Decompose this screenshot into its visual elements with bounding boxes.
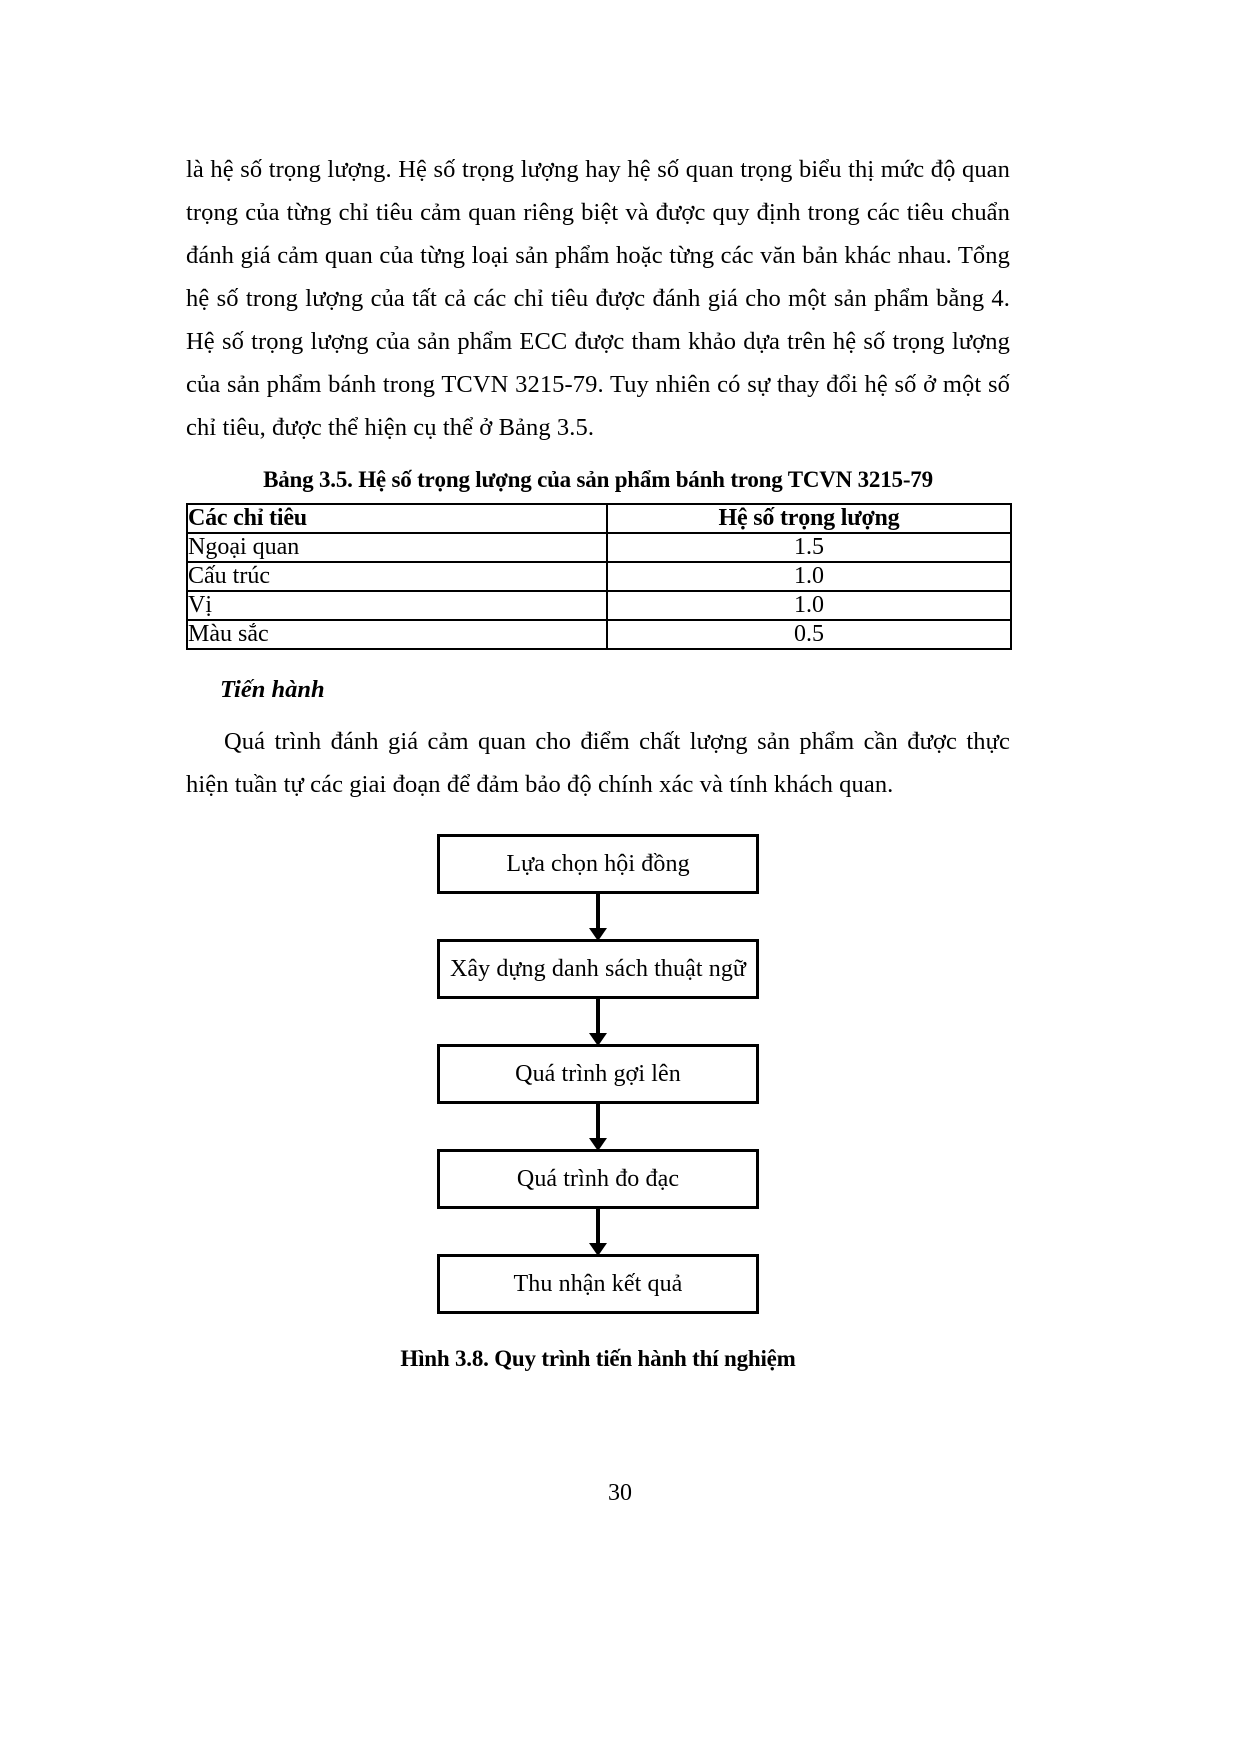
process-flowchart bbox=[186, 806, 1010, 1314]
flow-arrow-4-to-5 bbox=[186, 1209, 1010, 1254]
body-paragraph-1: là hệ số trọng lượng. Hệ số trọng lượng hay hệ số quan trọng biểu thị mức độ quan trọng của từng chỉ tiêu cảm quan riêng biệt và được quy định trong các tiêu chuẩn đánh giá cảm quan của từng loại sản phẩm hoặc từng các văn bản khác nhau. Tổng hệ số trong lượng của tất cả các chỉ tiêu được đánh giá cho một sản phẩm bằng 4. Hệ số trọng lượng của sản phẩm ECC được tham khảo dựa trên hệ số trọng lượng của sản phẩm bánh trong TCVN 3215-79. Tuy nhiên có sự thay đổi hệ số ở một số chỉ tiêu, được thể hiện cụ thể ở Bảng 3.5. bbox=[186, 156, 1010, 441]
page-number: 30 bbox=[608, 1480, 632, 1506]
table-caption: Bảng 3.5. Hệ số trọng lượng của sản phẩm bánh trong TCVN 3215-79 bbox=[263, 467, 933, 492]
arrow-down-icon bbox=[596, 999, 600, 1035]
flow-step-2 bbox=[186, 939, 1010, 999]
table-cell-weight: 0.5 bbox=[607, 620, 1011, 649]
table-cell-criterion: Ngoại quan bbox=[187, 533, 607, 562]
flow-arrow-1-to-2 bbox=[186, 894, 1010, 939]
body-paragraph-2: Quá trình đánh giá cảm quan cho điểm chất lượng sản phẩm cần được thực hiện tuần tự các giai đoạn để đảm bảo độ chính xác và tính khách quan. bbox=[186, 728, 1010, 798]
flow-box-measurement bbox=[437, 1149, 759, 1209]
table-row bbox=[187, 620, 1011, 649]
flow-box-select-panel bbox=[437, 834, 759, 894]
flow-arrow-2-to-3 bbox=[186, 999, 1010, 1044]
table-row bbox=[187, 562, 1011, 591]
table-cell-weight: 1.5 bbox=[607, 533, 1011, 562]
figure-caption: Hình 3.8. Quy trình tiến hành thí nghiệm bbox=[400, 1346, 796, 1371]
flow-box-elicitation bbox=[437, 1044, 759, 1104]
arrow-down-icon bbox=[596, 894, 600, 930]
table-cell-criterion: Cấu trúc bbox=[187, 562, 607, 591]
table-header-row bbox=[187, 504, 1011, 533]
table-header-weight: Hệ số trọng lượng bbox=[607, 504, 1011, 533]
flow-box-collect-results bbox=[437, 1254, 759, 1314]
page-content bbox=[186, 148, 1010, 1372]
flow-step-5 bbox=[186, 1254, 1010, 1314]
flow-arrow-3-to-4 bbox=[186, 1104, 1010, 1149]
table-row bbox=[187, 533, 1011, 562]
flow-step-3 bbox=[186, 1044, 1010, 1104]
flow-step-4 bbox=[186, 1149, 1010, 1209]
weight-coefficient-table bbox=[186, 503, 1012, 650]
flow-step-1 bbox=[186, 834, 1010, 894]
flow-box-build-term-list bbox=[437, 939, 759, 999]
table-cell-weight: 1.0 bbox=[607, 591, 1011, 620]
flow-box-label: Xây dựng danh sách thuật ngữ bbox=[449, 955, 747, 982]
table-cell-criterion: Vị bbox=[187, 591, 607, 620]
table-cell-weight: 1.0 bbox=[607, 562, 1011, 591]
spacer bbox=[186, 704, 1010, 720]
arrow-down-icon bbox=[596, 1209, 600, 1245]
flow-box-label: Quá trình đo đạc bbox=[516, 1165, 680, 1192]
table-cell-criterion: Màu sắc bbox=[187, 620, 607, 649]
flow-box-label: Thu nhận kết quả bbox=[513, 1270, 683, 1297]
flow-box-label: Lựa chọn hội đồng bbox=[506, 850, 690, 877]
table-row bbox=[187, 591, 1011, 620]
table-header-criterion: Các chỉ tiêu bbox=[187, 504, 607, 533]
arrow-down-icon bbox=[596, 1104, 600, 1140]
flow-box-label: Quá trình gợi lên bbox=[515, 1060, 681, 1087]
section-heading-tien-hanh: Tiến hành bbox=[220, 676, 325, 703]
